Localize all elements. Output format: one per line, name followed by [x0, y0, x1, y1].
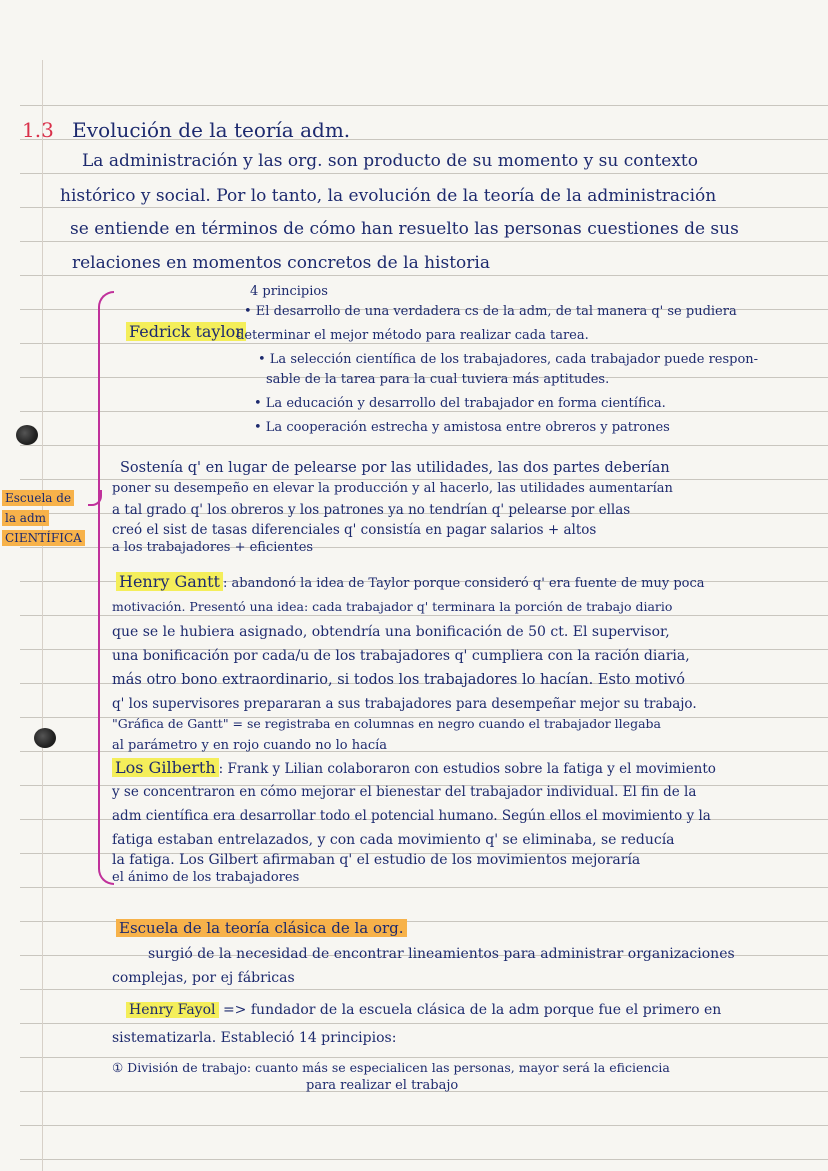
taylor-paragraph-line: a tal grado q' los obreros y los patrones ya no tendrían q' pelearse por ellas: [112, 502, 631, 518]
gilbreth-line: fatiga estaban entrelazados, y con cada movimiento q' se eliminaba, se reducía: [112, 832, 675, 848]
gantt-name: Henry Gantt: [116, 572, 223, 591]
taylor-paragraph-line: Sostenía q' en lugar de pelearse por las utilidades, las dos partes deberían: [120, 460, 670, 476]
ruled-line: [20, 275, 828, 276]
gantt-line: más otro bono extraordinario, si todos los trabajadores lo hacían. Esto motivó: [112, 672, 685, 688]
ruled-line: [20, 241, 828, 242]
gilbreth-line: : Frank y Lilian colaboraron con estudios sobre la fatiga y el movimiento: [218, 761, 716, 777]
fayol-line: sistematizarla. Estableció 14 principios:: [112, 1030, 397, 1046]
heading-number: 1.3: [22, 118, 54, 142]
ruled-line: [20, 105, 828, 106]
gilbreth-name: Los Gilberth: [112, 758, 219, 777]
ruled-line: [20, 173, 828, 174]
gantt-line: : abandonó la idea de Taylor porque consideró q' era fuente de muy poca: [222, 576, 705, 591]
ruled-line: [20, 445, 828, 446]
margin-line: [42, 60, 43, 1171]
ruled-line: [20, 1023, 828, 1024]
gilbreth-line: el ánimo de los trabajadores: [112, 870, 300, 885]
classic-line: complejas, por ej fábricas: [112, 970, 295, 986]
taylor-name: Fedrick taylor: [126, 322, 246, 341]
classic-title: Escuela de la teoría clásica de la org.: [116, 919, 407, 937]
intro-line: relaciones en momentos concretos de la historia: [72, 253, 490, 273]
ruled-line: [20, 989, 828, 990]
taylor-principle: determinar el mejor método para realizar cada tarea.: [236, 328, 589, 343]
heading-title: Evolución de la teoría adm.: [72, 118, 351, 142]
taylor-principle: • La selección científica de los trabajadores, cada trabajador puede respon-: [258, 352, 759, 367]
gilbreth-line: la fatiga. Los Gilbert afirmaban q' el estudio de los movimientos mejoraría: [112, 852, 641, 868]
ruled-line: [20, 207, 828, 208]
taylor-paragraph-line: poner su desempeño en elevar la producción y al hacerlo, las utilidades aumentarían: [112, 481, 673, 496]
gilbreth-line: y se concentraron en cómo mejorar el bienestar del trabajador individual. El fin de la: [112, 784, 697, 800]
taylor-paragraph-line: creó el sist de tasas diferenciales q' consistía en pagar salarios + altos: [112, 522, 597, 538]
side-label-line: CIENTÍFICA: [2, 530, 85, 546]
taylor-principle: • La cooperación estrecha y amistosa entre obreros y patrones: [254, 420, 670, 435]
taylor-principle: sable de la tarea para la cual tuviera más aptitudes.: [266, 372, 610, 387]
ruled-line: [20, 1125, 828, 1126]
taylor-principle: • El desarrollo de una verdadera cs de la adm, de tal manera q' se pudiera: [244, 304, 737, 319]
gantt-line: una bonificación por cada/u de los trabajadores q' cumpliera con la ración diaria,: [112, 648, 690, 664]
fayol-principle-1-cont: para realizar el trabajo: [306, 1078, 459, 1093]
intro-line: La administración y las org. son producto de su momento y su contexto: [82, 151, 699, 171]
fayol-principle-1: ① División de trabajo: cuanto más se especialicen las personas, mayor será la eficiencia: [112, 1060, 670, 1075]
intro-line: se entiende en términos de cómo han resuelto las personas cuestiones de sus: [70, 219, 739, 239]
intro-line: histórico y social. Por lo tanto, la evolución de la teoría de la administración: [60, 186, 717, 206]
heading: [22, 120, 350, 140]
binder-hole: [34, 728, 56, 748]
gantt-line: motivación. Presentó una idea: cada trabajador q' terminara la porción de trabajo diario: [112, 599, 673, 614]
gantt-line: al parámetro y en rojo cuando no lo hacía: [112, 738, 388, 753]
fayol-line: => fundador de la escuela clásica de la adm porque fue el primero en: [222, 1002, 722, 1018]
gantt-line: q' los supervisores prepararan a sus trabajadores para desempeñar mejor su trabajo.: [112, 696, 697, 712]
taylor-principle: • La educación y desarrollo del trabajador en forma científica.: [254, 396, 666, 411]
gantt-line: "Gráfica de Gantt" = se registraba en columnas en negro cuando el trabajador llegaba: [112, 716, 661, 731]
fayol-name: Henry Fayol: [126, 1002, 219, 1018]
ruled-line: [20, 1159, 828, 1160]
classic-line: surgió de la necesidad de encontrar lineamientos para administrar organizaciones: [148, 946, 735, 962]
gantt-line: que se le hubiera asignado, obtendría una bonificación de 50 ct. El supervisor,: [112, 624, 670, 640]
taylor-paragraph-line: a los trabajadores + eficientes: [112, 540, 314, 555]
principles-header: 4 principios: [250, 284, 328, 299]
side-label-line: la adm: [2, 510, 49, 526]
side-label-line: Escuela de: [2, 490, 74, 506]
gilbreth-line: adm científica era desarrollar todo el potencial humano. Según ellos el movimiento y la: [112, 808, 711, 824]
binder-hole: [16, 425, 38, 445]
